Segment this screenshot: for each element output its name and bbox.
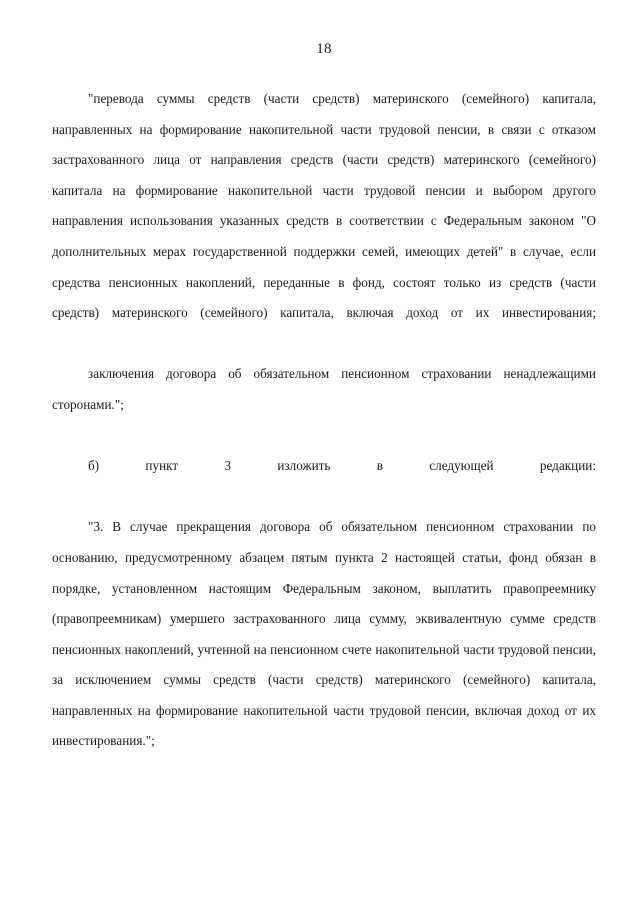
paragraph: заключения договора об обязательном пенсионном страховании ненадлежащими сторонами."; [52, 366, 596, 412]
paragraph: "3. В случае прекращения договора об обязательном пенсионном страховании по основанию, предусмотренному абзацем пятым пункта 2 настоящей статьи, фонд обязан в порядке, установленном настоящим Федеральным законом, выплатить правопреемнику (правопреемникам) умершего застрахованного лица сумму, эквивалентную сумме средств пенсионных накоплений, учтенной на пенсионном счете накопительной части трудовой пенсии, за исключением суммы средств (части средств) материнского (семейного) капитала, направленных на формирование накопительной части трудовой пенсии, включая доход от их инвестирования."; [52, 519, 596, 749]
page-number: 18 [316, 41, 332, 57]
paragraph: б) пункт 3 изложить в следующей редакции: [88, 458, 596, 474]
paragraph: "перевода суммы средств (части средств) материнского (семейного) капитала, направленных на формирование накопительной части трудовой пенсии, в связи с отказом застрахованного лица от направления средств (части средств) материнского (семейного) капитала на формирование накопительной части трудовой пенсии и выбором другого направления использования указанных средств в соответствии с Федеральным законом "О дополнительных мерах государственной поддержки семей, имеющих детей" в случае, если средства пенсионных накоплений, переданные в фонд, состоят только из средств (части средств) материнского (семейного) капитала, включая доход от их инвестирования; [52, 91, 596, 321]
document-body [52, 84, 596, 788]
